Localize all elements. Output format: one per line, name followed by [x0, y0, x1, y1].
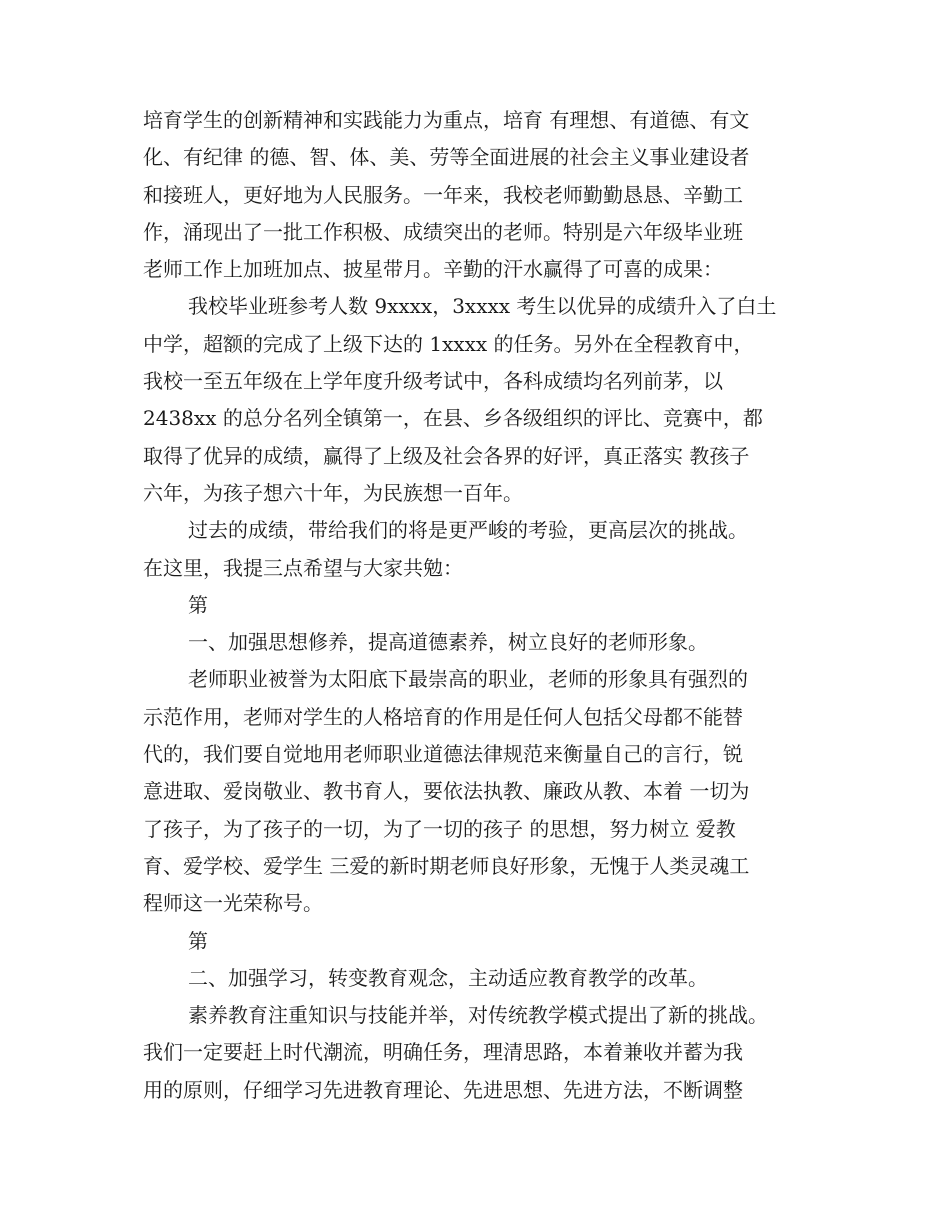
text-line: 我们一定要赶上时代潮流，明确任务，理清思路，本着兼收并蓄为我	[143, 1040, 743, 1065]
text-line: 第	[188, 592, 208, 617]
text-line: 代的，我们要自觉地用老师职业道德法律规范来衡量自己的言行，锐	[143, 742, 743, 767]
text-line: 2438xx 的总分名列全镇第一，在县、乡各级组织的评比、竞赛中，都	[143, 406, 763, 431]
text-line: 一、加强思想修养，提高道德素养，树立良好的老师形象。	[188, 630, 708, 655]
text-line: 意进取、爱岗敬业、教书育人，要依法执教、廉政从教、本着 一切为	[143, 779, 750, 804]
text-line: 作，涌现出了一批工作积极、成绩突出的老师。特别是六年级毕业班	[143, 219, 743, 244]
text-line: 六年，为孩子想六十年，为民族想一百年。	[143, 480, 523, 505]
text-line: 用的原则，仔细学习先进教育理论、先进思想、先进方法，不断调整	[143, 1077, 743, 1102]
text-line: 老师职业被誉为太阳底下最崇高的职业，老师的形象具有强烈的	[188, 667, 748, 692]
document-body	[143, 102, 818, 1109]
text-line: 素养教育注重知识与技能并举，对传统教学模式提出了新的挑战。	[188, 1003, 768, 1028]
text-line: 我校一至五年级在上学年度升级考试中，各科成绩均名列前茅，以	[143, 369, 723, 394]
text-line: 程师这一光荣称号。	[143, 891, 323, 916]
text-line: 和接班人，更好地为人民服务。一年来，我校老师勤勤恳恳、辛勤工	[143, 182, 743, 207]
text-line: 在这里，我提三点希望与大家共勉：	[143, 555, 463, 580]
text-line: 中学，超额的完成了上级下达的 1xxxx 的任务。另外在全程教育中，	[143, 331, 754, 356]
text-line: 了孩子，为了孩子的一切，为了一切的孩子 的思想，努力树立 爱教	[143, 816, 736, 841]
text-line: 示范作用，老师对学生的人格培育的作用是任何人包括父母都不能替	[143, 704, 743, 729]
text-line: 化、有纪律 的德、智、体、美、劳等全面进展的社会主义事业建设者	[143, 145, 750, 170]
text-line: 过去的成绩，带给我们的将是更严峻的考验，更高层次的挑战。	[188, 518, 748, 543]
text-line: 老师工作上加班加点、披星带月。辛勤的汗水赢得了可喜的成果：	[143, 257, 723, 282]
text-line: 培育学生的创新精神和实践能力为重点，培育 有理想、有道德、有文	[143, 108, 750, 132]
text-line: 二、加强学习，转变教育观念，主动适应教育教学的改革。	[188, 965, 708, 990]
text-line: 我校毕业班参考人数 9xxxx，3xxxx 考生以优异的成绩升入了白土	[188, 294, 777, 319]
text-line: 育、爱学校、爱学生 三爱的新时期老师良好形象，无愧于人类灵魂工	[143, 853, 750, 878]
text-line: 第	[188, 928, 208, 953]
text-line: 取得了优异的成绩，赢得了上级及社会各界的好评，真正落实 教孩子	[143, 443, 750, 468]
